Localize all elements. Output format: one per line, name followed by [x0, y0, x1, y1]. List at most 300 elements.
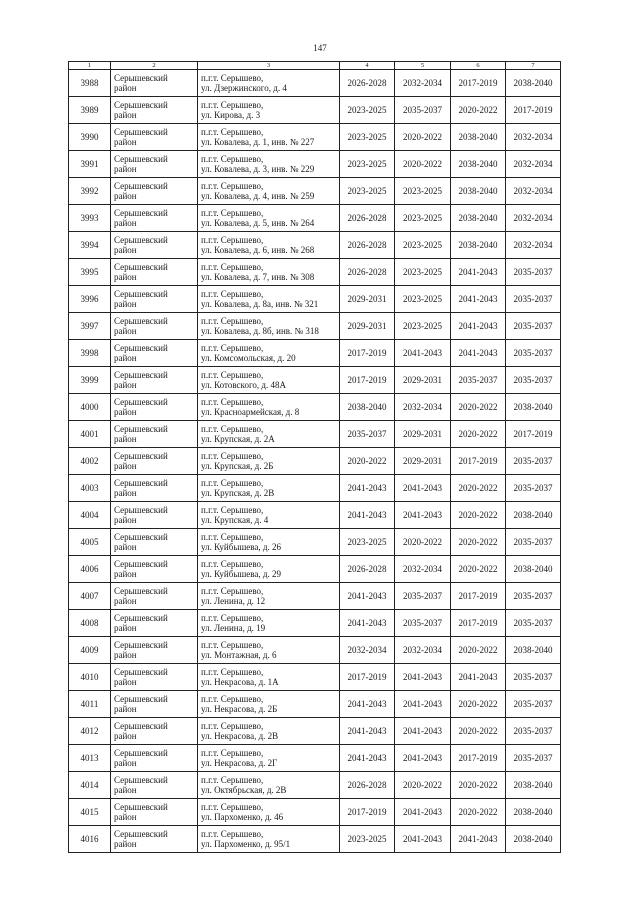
district-cell	[111, 745, 198, 772]
address-line: ул. Пархоменко, д. 46	[201, 812, 284, 822]
period-cell-p4: 2023-2025	[340, 151, 395, 178]
district-line: Серышевский	[114, 775, 168, 785]
period-cell-p7: 2032-2034	[506, 178, 561, 205]
period-cell-p7: 2035-2037	[506, 340, 561, 367]
column-number-6: 6	[451, 62, 506, 70]
address-line: п.г.т. Серышево,	[201, 289, 264, 299]
period-cell-p6: 2017-2019	[451, 745, 506, 772]
period-cell-p4: 2020-2022	[340, 448, 395, 475]
address-line: ул. Ковалева, д. 6, инв. № 268	[201, 245, 315, 255]
row-number-cell: 4008	[69, 610, 111, 637]
table-row	[69, 772, 561, 799]
district-cell	[111, 205, 198, 232]
district-cell	[111, 826, 198, 853]
address-line: ул. Комсомольская, д. 20	[201, 353, 296, 363]
period-cell-p4: 2026-2028	[340, 259, 395, 286]
period-cell-p5: 2032-2034	[395, 70, 451, 97]
address-line: ул. Ковалева, д. 8б, инв. № 318	[201, 326, 319, 336]
period-cell-p4: 2026-2028	[340, 556, 395, 583]
district-line: район	[114, 380, 137, 390]
period-cell-p5: 2029-2031	[395, 421, 451, 448]
district-line: район	[114, 326, 137, 336]
table-row	[69, 448, 561, 475]
period-cell-p6: 2038-2040	[451, 232, 506, 259]
period-cell-p4: 2017-2019	[340, 367, 395, 394]
row-number-cell: 3998	[69, 340, 111, 367]
period-cell-p4: 2038-2040	[340, 394, 395, 421]
district-line: район	[114, 407, 137, 417]
district-cell	[111, 124, 198, 151]
period-cell-p7: 2038-2040	[506, 70, 561, 97]
period-cell-p5: 2032-2034	[395, 637, 451, 664]
district-line: район	[114, 650, 137, 660]
district-line: Серышевский	[114, 208, 168, 218]
period-cell-p4: 2026-2028	[340, 205, 395, 232]
period-cell-p4: 2041-2043	[340, 475, 395, 502]
district-cell	[111, 232, 198, 259]
table-row	[69, 475, 561, 502]
district-cell	[111, 583, 198, 610]
row-number-cell: 3989	[69, 97, 111, 124]
district-line: Серышевский	[114, 316, 168, 326]
period-cell-p5: 2020-2022	[395, 124, 451, 151]
period-cell-p5: 2041-2043	[395, 664, 451, 691]
period-cell-p5: 2041-2043	[395, 826, 451, 853]
address-cell	[198, 529, 340, 556]
district-line: Серышевский	[114, 235, 168, 245]
address-line: п.г.т. Серышево,	[201, 424, 264, 434]
period-cell-p4: 2023-2025	[340, 97, 395, 124]
table-row	[69, 718, 561, 745]
period-cell-p5: 2029-2031	[395, 367, 451, 394]
period-cell-p7: 2038-2040	[506, 799, 561, 826]
period-cell-p6: 2020-2022	[451, 529, 506, 556]
period-cell-p5: 2041-2043	[395, 799, 451, 826]
period-cell-p7: 2017-2019	[506, 97, 561, 124]
table-row	[69, 313, 561, 340]
row-number-cell: 4004	[69, 502, 111, 529]
district-line: Серышевский	[114, 613, 168, 623]
address-line: п.г.т. Серышево,	[201, 532, 264, 542]
period-cell-p4: 2026-2028	[340, 232, 395, 259]
district-cell	[111, 178, 198, 205]
period-cell-p5: 2020-2022	[395, 151, 451, 178]
period-cell-p7: 2035-2037	[506, 745, 561, 772]
address-line: ул. Ковалева, д. 7, инв. № 308	[201, 272, 315, 282]
address-line: п.г.т. Серышево,	[201, 154, 264, 164]
table-row	[69, 529, 561, 556]
district-line: Серышевский	[114, 478, 168, 488]
row-number-cell: 3988	[69, 70, 111, 97]
table-row	[69, 97, 561, 124]
period-cell-p6: 2020-2022	[451, 556, 506, 583]
period-cell-p5: 2041-2043	[395, 502, 451, 529]
period-cell-p6: 2017-2019	[451, 70, 506, 97]
district-line: Серышевский	[114, 424, 168, 434]
district-line: район	[114, 299, 137, 309]
address-cell	[198, 664, 340, 691]
district-cell	[111, 475, 198, 502]
period-cell-p5: 2041-2043	[395, 718, 451, 745]
row-number-cell: 4005	[69, 529, 111, 556]
district-cell	[111, 394, 198, 421]
row-number-cell: 3992	[69, 178, 111, 205]
district-cell	[111, 340, 198, 367]
district-line: район	[114, 461, 137, 471]
district-line: Серышевский	[114, 127, 168, 137]
address-line: ул. Дзержинского, д. 4	[201, 83, 287, 93]
period-cell-p7: 2035-2037	[506, 529, 561, 556]
table-row	[69, 637, 561, 664]
address-line: п.г.т. Серышево,	[201, 127, 264, 137]
district-cell	[111, 664, 198, 691]
table-row	[69, 259, 561, 286]
period-cell-p4: 2029-2031	[340, 313, 395, 340]
address-line: ул. Пархоменко, д. 95/1	[201, 839, 291, 849]
column-number-5: 5	[395, 62, 451, 70]
address-line: ул. Ленина, д. 12	[201, 596, 266, 606]
address-cell	[198, 151, 340, 178]
row-number-cell: 3996	[69, 286, 111, 313]
period-cell-p5: 2029-2031	[395, 448, 451, 475]
district-line: Серышевский	[114, 694, 168, 704]
period-cell-p4: 2023-2025	[340, 529, 395, 556]
period-cell-p7: 2038-2040	[506, 502, 561, 529]
period-cell-p6: 2020-2022	[451, 772, 506, 799]
address-cell	[198, 502, 340, 529]
row-number-cell: 3994	[69, 232, 111, 259]
period-cell-p6: 2020-2022	[451, 691, 506, 718]
period-cell-p4: 2026-2028	[340, 70, 395, 97]
district-cell	[111, 448, 198, 475]
period-cell-p7: 2035-2037	[506, 583, 561, 610]
period-cell-p4: 2017-2019	[340, 799, 395, 826]
address-line: п.г.т. Серышево,	[201, 478, 264, 488]
period-cell-p4: 2035-2037	[340, 421, 395, 448]
district-line: район	[114, 137, 137, 147]
column-number-7: 7	[506, 62, 561, 70]
district-cell	[111, 772, 198, 799]
district-line: Серышевский	[114, 343, 168, 353]
period-cell-p6: 2020-2022	[451, 502, 506, 529]
address-cell	[198, 772, 340, 799]
period-cell-p6: 2041-2043	[451, 286, 506, 313]
row-number-cell: 4016	[69, 826, 111, 853]
address-line: п.г.т. Серышево,	[201, 505, 264, 515]
period-cell-p7: 2038-2040	[506, 772, 561, 799]
period-cell-p6: 2020-2022	[451, 718, 506, 745]
address-line: п.г.т. Серышево,	[201, 775, 264, 785]
address-cell	[198, 691, 340, 718]
table-row	[69, 151, 561, 178]
table-body	[69, 62, 561, 853]
row-number-cell: 4000	[69, 394, 111, 421]
table-row	[69, 70, 561, 97]
district-line: район	[114, 596, 137, 606]
district-cell	[111, 313, 198, 340]
district-cell	[111, 259, 198, 286]
address-line: п.г.т. Серышево,	[201, 748, 264, 758]
period-cell-p5: 2023-2025	[395, 178, 451, 205]
district-cell	[111, 637, 198, 664]
address-line: ул. Крупская, д. 2А	[201, 434, 275, 444]
period-cell-p6: 2020-2022	[451, 475, 506, 502]
address-cell	[198, 448, 340, 475]
address-line: п.г.т. Серышево,	[201, 100, 264, 110]
period-cell-p5: 2032-2034	[395, 556, 451, 583]
period-cell-p4: 2041-2043	[340, 583, 395, 610]
address-line: ул. Красноармейская, д. 8	[201, 407, 300, 417]
housing-register-table	[68, 61, 561, 853]
column-number-1: 1	[69, 62, 111, 70]
district-line: район	[114, 164, 137, 174]
table-row	[69, 610, 561, 637]
table-row	[69, 826, 561, 853]
row-number-cell: 3993	[69, 205, 111, 232]
district-cell	[111, 286, 198, 313]
period-cell-p6: 2020-2022	[451, 637, 506, 664]
district-line: район	[114, 839, 137, 849]
table-row	[69, 340, 561, 367]
row-number-cell: 4007	[69, 583, 111, 610]
period-cell-p5: 2041-2043	[395, 340, 451, 367]
period-cell-p7: 2035-2037	[506, 448, 561, 475]
period-cell-p6: 2017-2019	[451, 610, 506, 637]
district-line: Серышевский	[114, 451, 168, 461]
district-line: Серышевский	[114, 559, 168, 569]
row-number-cell: 4003	[69, 475, 111, 502]
table-row	[69, 556, 561, 583]
period-cell-p7: 2032-2034	[506, 124, 561, 151]
district-line: район	[114, 272, 137, 282]
district-line: район	[114, 812, 137, 822]
period-cell-p5: 2035-2037	[395, 97, 451, 124]
district-cell	[111, 97, 198, 124]
period-cell-p5: 2041-2043	[395, 475, 451, 502]
district-line: район	[114, 704, 137, 714]
address-cell	[198, 367, 340, 394]
table-row	[69, 691, 561, 718]
district-cell	[111, 529, 198, 556]
address-cell	[198, 178, 340, 205]
period-cell-p5: 2041-2043	[395, 745, 451, 772]
district-line: Серышевский	[114, 370, 168, 380]
period-cell-p5: 2023-2025	[395, 286, 451, 313]
district-line: район	[114, 434, 137, 444]
period-cell-p5: 2041-2043	[395, 691, 451, 718]
address-line: ул. Ковалева, д. 5, инв. № 264	[201, 218, 315, 228]
address-line: п.г.т. Серышево,	[201, 397, 264, 407]
period-cell-p5: 2023-2025	[395, 313, 451, 340]
district-cell	[111, 556, 198, 583]
period-cell-p7: 2032-2034	[506, 232, 561, 259]
district-line: Серышевский	[114, 748, 168, 758]
period-cell-p6: 2038-2040	[451, 205, 506, 232]
period-cell-p4: 2023-2025	[340, 178, 395, 205]
period-cell-p5: 2020-2022	[395, 772, 451, 799]
address-cell	[198, 745, 340, 772]
district-cell	[111, 718, 198, 745]
district-line: район	[114, 218, 137, 228]
address-cell	[198, 232, 340, 259]
period-cell-p7: 2035-2037	[506, 718, 561, 745]
address-line: п.г.т. Серышево,	[201, 73, 264, 83]
address-cell	[198, 394, 340, 421]
table-row	[69, 232, 561, 259]
period-cell-p6: 2038-2040	[451, 151, 506, 178]
period-cell-p6: 2020-2022	[451, 97, 506, 124]
district-line: Серышевский	[114, 505, 168, 515]
period-cell-p7: 2035-2037	[506, 664, 561, 691]
address-line: ул. Ковалева, д. 3, инв. № 229	[201, 164, 315, 174]
district-line: Серышевский	[114, 640, 168, 650]
address-line: ул. Монтажная, д. 6	[201, 650, 277, 660]
period-cell-p6: 2020-2022	[451, 799, 506, 826]
period-cell-p6: 2041-2043	[451, 826, 506, 853]
address-line: ул. Кирова, д. 3	[201, 110, 261, 120]
period-cell-p4: 2041-2043	[340, 502, 395, 529]
period-cell-p4: 2041-2043	[340, 610, 395, 637]
page-number: 147	[313, 43, 327, 53]
address-line: ул. Ковалева, д. 4, инв. № 259	[201, 191, 315, 201]
address-line: ул. Ленина, д. 19	[201, 623, 266, 633]
row-number-cell: 4012	[69, 718, 111, 745]
period-cell-p4: 2032-2034	[340, 637, 395, 664]
district-line: район	[114, 515, 137, 525]
period-cell-p7: 2038-2040	[506, 826, 561, 853]
table-row	[69, 664, 561, 691]
period-cell-p7: 2035-2037	[506, 259, 561, 286]
period-cell-p6: 2041-2043	[451, 313, 506, 340]
district-cell	[111, 502, 198, 529]
district-line: Серышевский	[114, 721, 168, 731]
address-line: п.г.т. Серышево,	[201, 829, 264, 839]
period-cell-p7: 2035-2037	[506, 610, 561, 637]
address-cell	[198, 826, 340, 853]
district-line: район	[114, 542, 137, 552]
district-line: район	[114, 110, 137, 120]
period-cell-p5: 2035-2037	[395, 610, 451, 637]
table-row	[69, 178, 561, 205]
column-number-header-row	[69, 62, 561, 70]
district-line: Серышевский	[114, 289, 168, 299]
district-line: Серышевский	[114, 262, 168, 272]
row-number-cell: 4009	[69, 637, 111, 664]
address-line: ул. Некрасова, д. 2Б	[201, 704, 278, 714]
district-cell	[111, 70, 198, 97]
address-cell	[198, 637, 340, 664]
district-line: Серышевский	[114, 667, 168, 677]
address-cell	[198, 421, 340, 448]
period-cell-p4: 2017-2019	[340, 664, 395, 691]
table-row	[69, 286, 561, 313]
column-number-2: 2	[111, 62, 198, 70]
period-cell-p4: 2041-2043	[340, 718, 395, 745]
period-cell-p7: 2035-2037	[506, 475, 561, 502]
period-cell-p6: 2041-2043	[451, 664, 506, 691]
table-row	[69, 205, 561, 232]
address-line: ул. Куйбышева, д. 29	[201, 569, 281, 579]
address-line: п.г.т. Серышево,	[201, 721, 264, 731]
address-line: п.г.т. Серышево,	[201, 181, 264, 191]
address-cell	[198, 124, 340, 151]
address-line: ул. Крупская, д. 2В	[201, 488, 275, 498]
district-cell	[111, 691, 198, 718]
address-cell	[198, 583, 340, 610]
district-line: район	[114, 245, 137, 255]
address-line: п.г.т. Серышево,	[201, 262, 264, 272]
address-line: ул. Ковалева, д. 8а, инв. № 321	[201, 299, 319, 309]
row-number-cell: 4010	[69, 664, 111, 691]
address-line: ул. Октябрьская, д. 2В	[201, 785, 287, 795]
district-line: район	[114, 758, 137, 768]
address-line: ул. Некрасова, д. 2Г	[201, 758, 278, 768]
period-cell-p5: 2035-2037	[395, 583, 451, 610]
table-row	[69, 394, 561, 421]
district-line: Серышевский	[114, 532, 168, 542]
district-cell	[111, 610, 198, 637]
address-cell	[198, 556, 340, 583]
district-line: Серышевский	[114, 100, 168, 110]
period-cell-p6: 2041-2043	[451, 340, 506, 367]
period-cell-p6: 2017-2019	[451, 583, 506, 610]
table-row	[69, 367, 561, 394]
column-number-3: 3	[198, 62, 340, 70]
address-cell	[198, 799, 340, 826]
address-line: п.г.т. Серышево,	[201, 316, 264, 326]
address-line: ул. Некрасова, д. 1А	[201, 677, 279, 687]
period-cell-p5: 2023-2025	[395, 205, 451, 232]
period-cell-p6: 2035-2037	[451, 367, 506, 394]
table-row	[69, 124, 561, 151]
row-number-cell: 4013	[69, 745, 111, 772]
address-line: ул. Котовского, д. 48А	[201, 380, 286, 390]
address-line: п.г.т. Серышево,	[201, 802, 264, 812]
address-line: п.г.т. Серышево,	[201, 370, 264, 380]
address-line: п.г.т. Серышево,	[201, 343, 264, 353]
address-cell	[198, 97, 340, 124]
address-line: ул. Крупская, д. 2Б	[201, 461, 274, 471]
district-cell	[111, 367, 198, 394]
district-cell	[111, 799, 198, 826]
address-line: ул. Куйбышева, д. 26	[201, 542, 281, 552]
district-cell	[111, 421, 198, 448]
district-line: Серышевский	[114, 181, 168, 191]
district-line: Серышевский	[114, 586, 168, 596]
period-cell-p4: 2026-2028	[340, 772, 395, 799]
district-line: район	[114, 569, 137, 579]
period-cell-p7: 2038-2040	[506, 556, 561, 583]
address-line: п.г.т. Серышево,	[201, 667, 264, 677]
address-line: п.г.т. Серышево,	[201, 640, 264, 650]
period-cell-p7: 2017-2019	[506, 421, 561, 448]
address-line: п.г.т. Серышево,	[201, 451, 264, 461]
address-cell	[198, 718, 340, 745]
row-number-cell: 3995	[69, 259, 111, 286]
address-cell	[198, 313, 340, 340]
period-cell-p7: 2035-2037	[506, 691, 561, 718]
district-line: район	[114, 353, 137, 363]
row-number-cell: 4002	[69, 448, 111, 475]
period-cell-p7: 2035-2037	[506, 367, 561, 394]
period-cell-p7: 2035-2037	[506, 286, 561, 313]
period-cell-p6: 2041-2043	[451, 259, 506, 286]
address-line: ул. Ковалева, д. 1, инв. № 227	[201, 137, 315, 147]
district-line: Серышевский	[114, 73, 168, 83]
address-line: п.г.т. Серышево,	[201, 235, 264, 245]
table-row	[69, 421, 561, 448]
row-number-cell: 3999	[69, 367, 111, 394]
